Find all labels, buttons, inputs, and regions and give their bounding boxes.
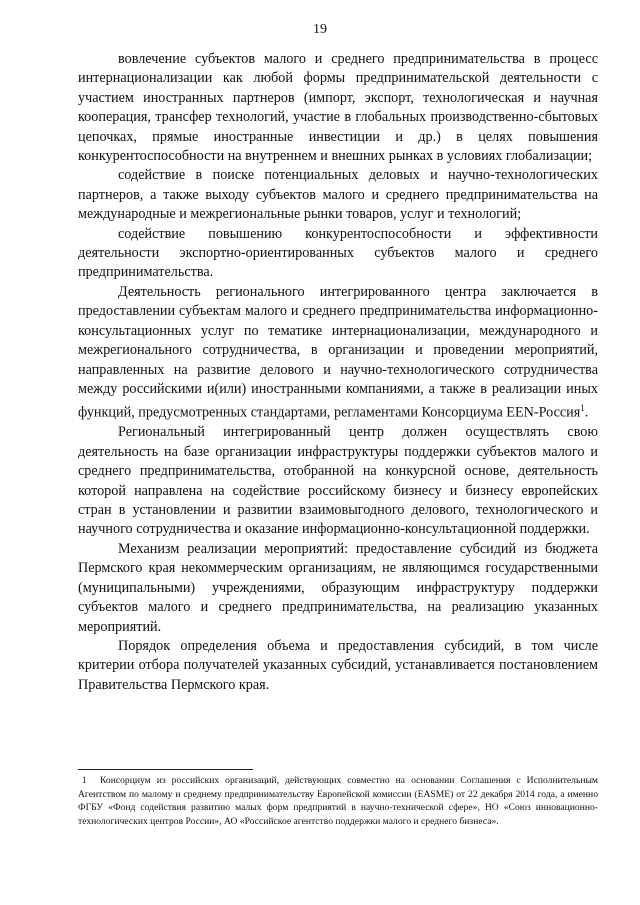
footnote-reference: 1: [580, 403, 585, 414]
footnote-text: Консорциум из российских организаций, действующих совместно на основании Соглашения с Исполнительным Агентством по малому и среднему предпринимательству Европейской комиссии (EASME) от 22 декабря 2014 года, а именно ФГБУ «Фонд содействия развитию малых форм предприятий в научно-технической сфере», НО «Союз инновационно-технологических центров России», АО «Российское агентство поддержки малого и среднего бизнеса».: [78, 775, 598, 827]
page-number: 19: [313, 22, 327, 37]
footnote: [78, 774, 598, 828]
paragraph-procedure: Порядок определения объема и предоставления субсидий, в том числе критерии отбора получателей указанных субсидий, устанавливается постановлением Правительства Пермского края.: [78, 637, 598, 693]
paragraph-center-activity: [78, 283, 598, 424]
paragraph-center-activity-tail: .: [584, 405, 589, 422]
paragraph-center-activity-text: Деятельность регионального интегрированного центра заключается в предоставлении субъектам малого и среднего предпринимательства информационно-консультационных услуг по тематике интернационализации, международного и межрегионального сотрудничества, в организации и проведении мероприятий, направленных на развитие делового и научно-технологического сотрудничества между российскими и(или) иностранными компаниями, а также в реализации иных функций, предусмотренных стандартами, регламентами Консорциума EEN-Россия: [78, 283, 598, 422]
paragraph-mechanism: Механизм реализации мероприятий: предоставление субсидий из бюджета Пермского края некоммерческим организациям, не являющимся государственными (муниципальными) учреждениями, образующим инфраструктуру поддержки субъектов малого и среднего предпринимательства, на реализацию указанных мероприятий.: [78, 540, 598, 635]
paragraph-partner-search: содействие в поиске потенциальных деловых и научно-технологических партнеров, а также выходу субъектов малого и среднего предпринимательства на международные и межрегиональные рынки товаров, услуг и технологий;: [78, 167, 598, 223]
footnote-divider: [78, 769, 253, 770]
main-text: [78, 50, 598, 695]
paragraph-internationalization: вовлечение субъектов малого и среднего предпринимательства в процесс интернационализации как любой формы предпринимательской деятельности с участием иностранных партнеров (импорт, экспорт, технологическая и научная кооперация, трансфер технологий, участие в глобальных производственно-сбытовых цепочках, прямые иностранные инвестиции и др.) в целях повышения конкурентоспособности на внутреннем и внешних рынках в условиях глобализации;: [78, 51, 598, 165]
paragraph-competitiveness: содействие повышению конкурентоспособности и эффективности деятельности экспортно-ориентированных субъектов малого и среднего предпринимательства.: [78, 225, 598, 281]
paragraph-center-basis: Региональный интегрированный центр должен осуществлять свою деятельность на базе организации инфраструктуры поддержки субъектов малого и среднего предпринимательства, отобранной на конкурсной основе, деятельность которой направлена на содействие российскому бизнесу и бизнесу европейских стран в установлении и развитии взаимовыгодного делового, технологического и научного сотрудничества и оказание информационно-консультационной поддержки.: [78, 424, 598, 538]
footnote-marker: 1: [82, 775, 87, 786]
